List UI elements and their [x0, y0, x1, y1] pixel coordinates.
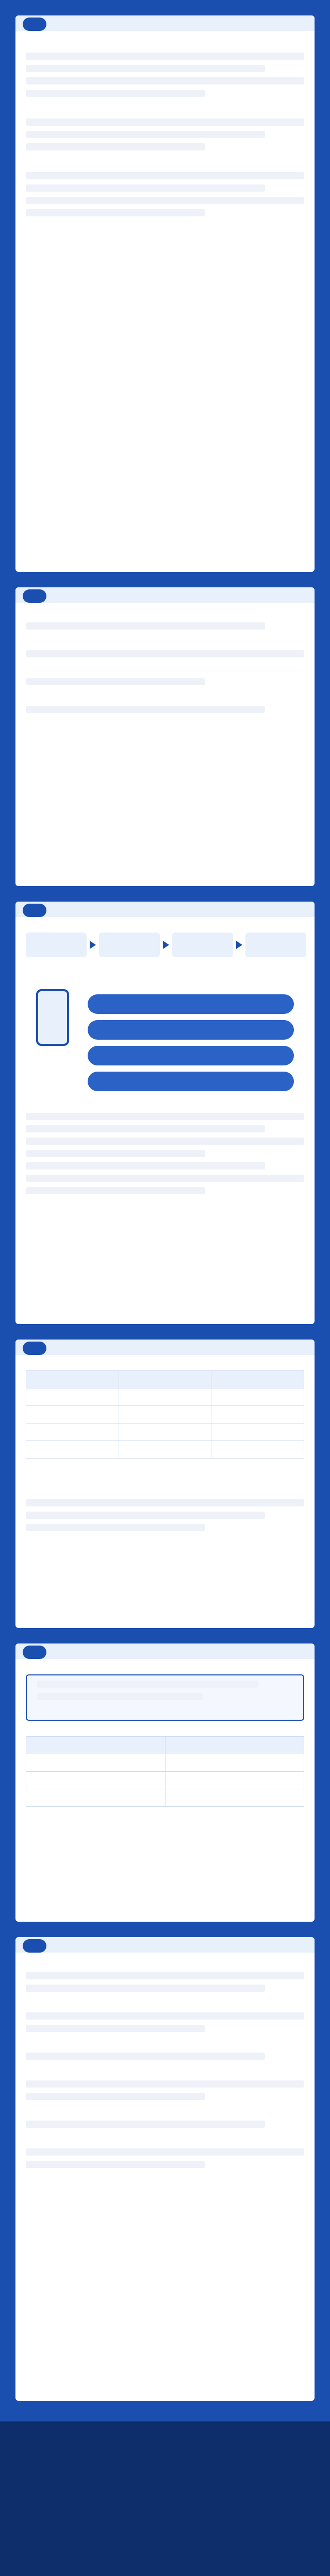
section-6 — [15, 1937, 315, 2401]
section-1-header — [15, 15, 315, 31]
section-5 — [15, 1643, 315, 1922]
text-placeholder — [26, 1125, 265, 1132]
data-table — [26, 1370, 304, 1459]
table-cell — [165, 1754, 304, 1772]
table-cell — [26, 1423, 119, 1441]
text-placeholder — [37, 1681, 258, 1688]
table-cell — [119, 1441, 211, 1459]
text-placeholder — [26, 1524, 205, 1531]
list-item — [26, 2037, 304, 2047]
list-item — [26, 663, 304, 673]
text-placeholder — [26, 2012, 304, 2020]
list-item — [26, 1997, 304, 2007]
text-placeholder — [26, 53, 304, 60]
section-2-header — [15, 587, 315, 603]
editorial-section — [0, 2421, 330, 2576]
paragraph — [26, 157, 304, 167]
paragraph — [26, 37, 304, 47]
date-callout — [26, 1674, 304, 1721]
text-placeholder — [26, 1512, 265, 1519]
table-cell — [26, 1772, 166, 1789]
table-row — [26, 1423, 304, 1441]
section-number — [23, 589, 46, 603]
table-row — [26, 1789, 304, 1807]
section-3-header — [15, 902, 315, 917]
text-placeholder — [26, 172, 304, 179]
table-cell — [211, 1406, 304, 1423]
text-placeholder — [26, 1175, 304, 1182]
table-cell — [119, 1406, 211, 1423]
section-4 — [15, 1340, 315, 1628]
text-placeholder — [26, 1162, 265, 1170]
text-placeholder — [26, 2025, 205, 2032]
table-cell — [119, 1423, 211, 1441]
section-2 — [15, 587, 315, 886]
table-header — [165, 1737, 304, 1754]
data-table — [26, 1736, 304, 1807]
section-number — [23, 18, 46, 31]
arrow-icon — [236, 941, 242, 949]
table-cell — [211, 1423, 304, 1441]
section-3 — [15, 902, 315, 1324]
table-row — [26, 1772, 304, 1789]
table-row — [26, 1754, 304, 1772]
table-header — [26, 1737, 166, 1754]
text-placeholder — [26, 143, 205, 150]
text-placeholder — [26, 1187, 205, 1194]
text-placeholder — [26, 2093, 205, 2100]
text-placeholder — [26, 77, 304, 84]
text-placeholder — [26, 131, 265, 138]
channel-item — [88, 994, 294, 1014]
text-placeholder — [26, 1985, 265, 1992]
list-item — [26, 607, 304, 617]
text-placeholder — [26, 2080, 304, 2088]
paragraph — [26, 103, 304, 113]
section-4-header — [15, 1340, 315, 1355]
text-placeholder — [26, 1150, 205, 1157]
table-cell — [165, 1789, 304, 1807]
text-placeholder — [26, 65, 265, 72]
table-cell — [165, 1772, 304, 1789]
text-placeholder — [26, 678, 205, 685]
text-placeholder — [26, 622, 265, 630]
text-placeholder — [26, 118, 304, 126]
list-item — [26, 690, 304, 701]
section-5-header — [15, 1643, 315, 1659]
text-placeholder — [26, 650, 304, 657]
channel-item — [88, 1046, 294, 1065]
list-item — [26, 2133, 304, 2143]
section-1 — [15, 15, 315, 572]
text-placeholder — [26, 2053, 265, 2060]
text-placeholder — [26, 2161, 205, 2168]
section-number — [23, 1646, 46, 1659]
list-item — [26, 1957, 304, 1967]
text-placeholder — [26, 1499, 304, 1506]
table-cell — [26, 1441, 119, 1459]
text-placeholder — [26, 209, 205, 216]
text-placeholder — [26, 1138, 304, 1145]
table-row — [26, 1388, 304, 1406]
table-cell — [211, 1441, 304, 1459]
table-cell — [26, 1789, 166, 1807]
text-placeholder — [26, 2121, 265, 2128]
table-header — [211, 1371, 304, 1388]
phone-icon — [36, 989, 69, 1046]
section-6-header — [15, 1937, 315, 1953]
list-item — [26, 2105, 304, 2115]
text-placeholder — [26, 90, 205, 97]
arrow-icon — [163, 941, 169, 949]
section-number — [23, 1939, 46, 1953]
section-number — [23, 904, 46, 917]
arrow-icon — [90, 941, 96, 949]
table-cell — [26, 1754, 166, 1772]
table-cell — [26, 1388, 119, 1406]
process-step — [26, 933, 87, 957]
text-placeholder — [37, 1693, 203, 1700]
table-cell — [26, 1406, 119, 1423]
text-placeholder — [26, 2148, 304, 2156]
process-step — [172, 933, 233, 957]
table-row — [26, 1406, 304, 1423]
table-cell — [119, 1388, 211, 1406]
table-row — [26, 1441, 304, 1459]
table-header — [26, 1371, 119, 1388]
list-item — [26, 2065, 304, 2075]
channel-item — [88, 1072, 294, 1091]
process-step — [245, 933, 306, 957]
text-placeholder — [26, 1972, 304, 1979]
process-step — [99, 933, 160, 957]
list-item — [26, 635, 304, 645]
table-header — [119, 1371, 211, 1388]
section-number — [23, 1342, 46, 1355]
text-placeholder — [26, 184, 265, 192]
text-placeholder — [26, 1113, 304, 1120]
table-cell — [211, 1388, 304, 1406]
channel-item — [88, 1020, 294, 1040]
text-placeholder — [26, 706, 265, 713]
text-placeholder — [26, 197, 304, 204]
